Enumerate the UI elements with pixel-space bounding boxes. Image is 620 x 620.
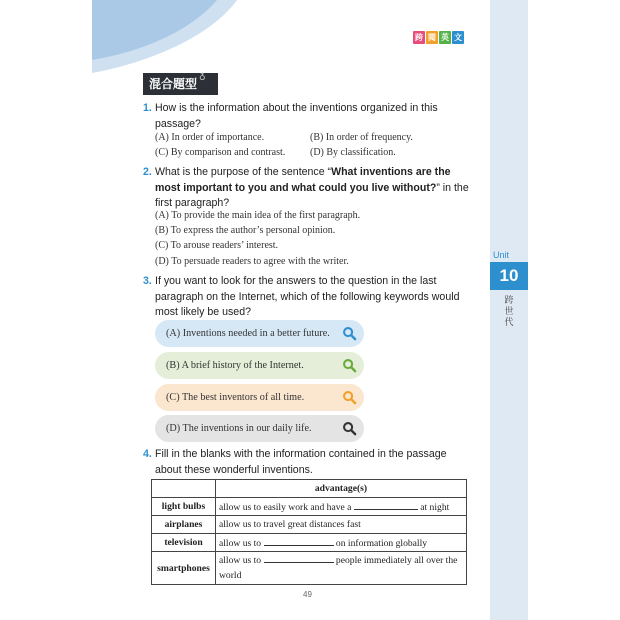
advantage-text: allow us to xyxy=(219,538,262,549)
option-2d: (D) To persuade readers to agree with the writer. xyxy=(155,256,349,267)
advantage-text: on information globally xyxy=(335,538,428,549)
search-option-label: (C) The best inventors of all time. xyxy=(166,392,305,403)
invention-name: television xyxy=(152,534,216,552)
search-option-d[interactable] xyxy=(155,415,364,442)
table-corner-cell xyxy=(152,480,216,498)
option-1c: (C) By comparison and contrast. xyxy=(155,147,286,158)
option-2c: (C) To arouse readers’ interest. xyxy=(155,240,279,251)
question-number: 3. xyxy=(143,275,152,287)
advantage-cell xyxy=(216,552,467,585)
advantage-cell: allow us to travel great distances fast xyxy=(216,516,467,534)
invention-name: airplanes xyxy=(152,516,216,534)
search-option-label: (B) A brief history of the Internet. xyxy=(166,360,304,371)
option-1a: (A) In order of importance. xyxy=(155,132,265,143)
option-2b: (B) To express the author’s personal opinion. xyxy=(155,225,336,236)
option-2a: (A) To provide the main idea of the first paragraph. xyxy=(155,210,361,221)
question-4 xyxy=(143,447,473,478)
advantage-text: people immediately all over the world xyxy=(219,555,458,581)
answer-blank[interactable] xyxy=(264,553,334,563)
question-number: 2. xyxy=(143,166,152,178)
question-text: Fill in the blanks with the information contained in the passage about these wonderful inventions. xyxy=(155,448,447,476)
question-text: How is the information about the inventions organized in this passage? xyxy=(155,102,438,130)
magnifier-icon xyxy=(342,326,357,341)
search-option-b[interactable] xyxy=(155,352,364,379)
badge-char: 文 xyxy=(454,33,462,42)
question-number: 4. xyxy=(143,448,152,460)
magnifier-icon xyxy=(342,421,357,436)
question-number: 1. xyxy=(143,102,152,114)
table-header: advantage(s) xyxy=(216,480,467,498)
unit-number: 10 xyxy=(490,262,528,290)
search-option-label: (D) The inventions in our daily life. xyxy=(166,423,312,434)
table-row xyxy=(152,552,467,585)
badge-char: 閱 xyxy=(428,33,436,42)
inventions-table xyxy=(151,479,467,585)
table-row xyxy=(152,516,467,534)
question-text-part: ” in the first paragraph? xyxy=(155,181,469,209)
advantage-text: allow us to xyxy=(219,555,262,566)
question-3 xyxy=(143,274,473,321)
table-row xyxy=(152,534,467,552)
question-2 xyxy=(143,165,473,212)
section-title-text: 混合題型 xyxy=(149,77,198,91)
search-option-c[interactable] xyxy=(155,384,364,411)
advantage-cell xyxy=(216,498,467,516)
advantage-text: allow us to easily work and have a xyxy=(219,502,352,513)
corner-decoration xyxy=(92,0,237,73)
option-1b: (B) In order of frequency. xyxy=(310,132,413,143)
table-row xyxy=(152,498,467,516)
page-number: 49 xyxy=(303,590,312,599)
question-1 xyxy=(143,101,473,132)
section-title xyxy=(143,73,218,95)
badge-char: 英 xyxy=(441,33,449,42)
answer-blank[interactable] xyxy=(354,500,418,510)
lightbulb-icon: ♁ xyxy=(199,73,206,83)
magnifier-icon xyxy=(342,358,357,373)
advantage-text: at night xyxy=(420,502,450,513)
badge-char: 跨 xyxy=(415,33,423,42)
table-header-row xyxy=(152,480,467,498)
unit-name: 跨世代 xyxy=(504,296,514,328)
question-text: If you want to look for the answers to the question in the last paragraph on the Internet, which of the following keywords would most likely be used? xyxy=(155,275,460,318)
unit-label: Unit xyxy=(493,250,510,260)
question-quote: What inventions are the most important to you and what could you live without? xyxy=(155,166,451,194)
invention-name: smartphones xyxy=(152,552,216,585)
search-option-label: (A) Inventions needed in a better future. xyxy=(166,328,330,339)
invention-name: light bulbs xyxy=(152,498,216,516)
magnifier-icon xyxy=(342,390,357,405)
search-option-a[interactable] xyxy=(155,320,364,347)
answer-blank[interactable] xyxy=(264,536,334,546)
question-text-part: What is the purpose of the sentence “ xyxy=(155,166,332,178)
book-badge xyxy=(413,31,464,44)
question-text xyxy=(155,165,473,212)
advantage-cell xyxy=(216,534,467,552)
option-1d: (D) By classification. xyxy=(310,147,396,158)
